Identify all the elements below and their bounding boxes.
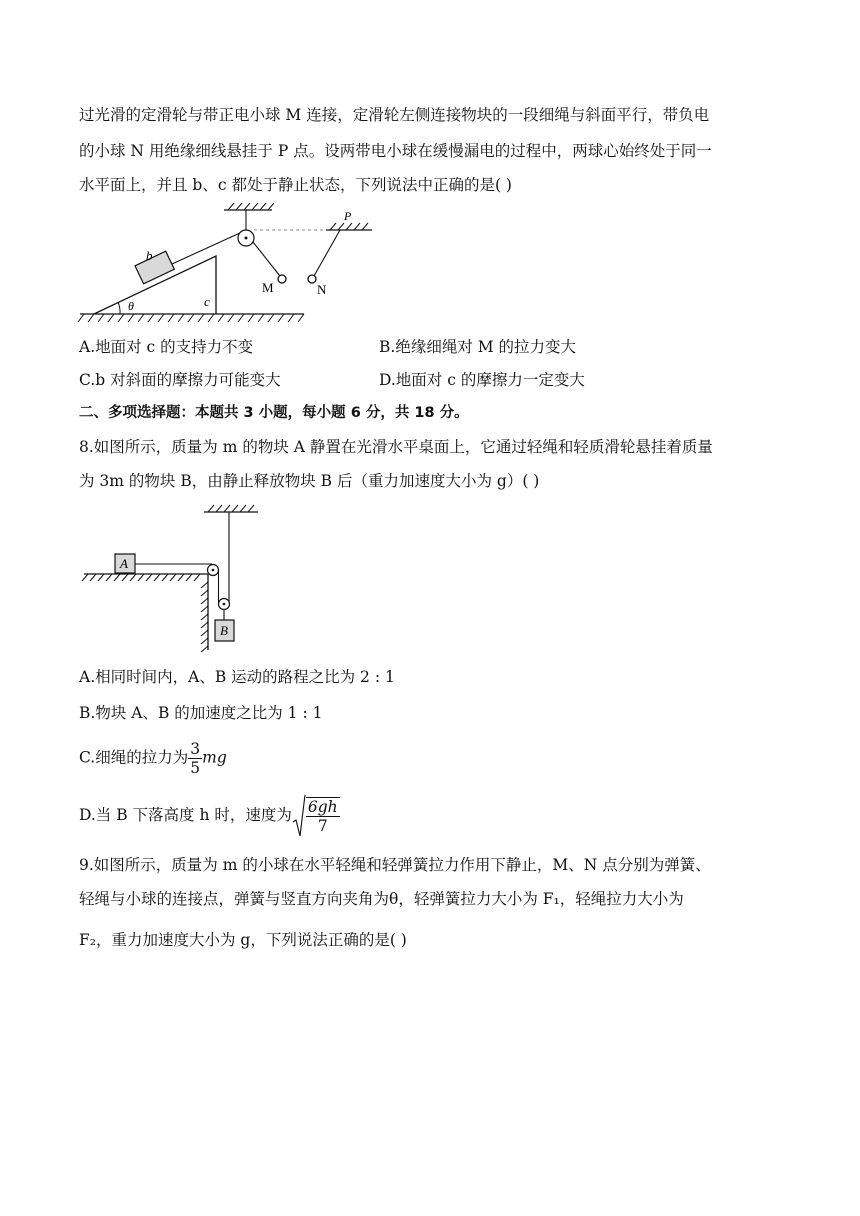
label-b: b: [146, 248, 153, 263]
label-B: B: [220, 623, 228, 638]
fraction-3-5: $\frac{3}{5}$: [190, 740, 201, 777]
q8-option-a: A.相同时间内，A、B 运动的路程之比为 2 : 1: [79, 668, 395, 686]
q8-option-c-prefix: C.细绳的拉力为: [79, 748, 189, 767]
q8-text-line-2: 为 3m 的物块 B，由静止释放物块 B 后（重力加速度大小为 g）( ): [79, 472, 540, 490]
label-c: c: [204, 294, 210, 309]
table-pulley-figure: [80, 504, 270, 654]
q7-text-line-1: 过光滑的定滑轮与带正电小球 M 连接，定滑轮左侧连接物块的一段细绳与斜面平行，带负电: [79, 106, 710, 124]
q8-option-c: [79, 740, 227, 777]
q7-option-b: B.绝缘细绳对 M 的拉力变大: [379, 338, 577, 356]
q8-option-c-suffix: mg: [202, 748, 227, 767]
q9-text-line-2: 轻绳与小球的连接点，弹簧与竖直方向夹角为θ，轻弹簧拉力大小为 F₁，轻绳拉力大小为: [79, 890, 684, 908]
q8-text-line-1: 8.如图所示，质量为 m 的物块 A 静置在光滑水平桌面上，它通过轻绳和轻质滑轮悬挂着质量: [79, 438, 713, 456]
q7-option-c: C.b 对斜面的摩擦力可能变大: [79, 371, 281, 389]
q9-text-line-1: 9.如图所示，质量为 m 的小球在水平轻绳和轻弹簧拉力作用下静止，M、N 点分别为弹簧、: [79, 856, 711, 874]
q8-option-d-prefix: D.当 B 下落高度 h 时，速度为: [79, 806, 292, 824]
ball-M: [278, 275, 286, 283]
q7-text-line-3: 水平面上，并且 b、c 都处于静止状态，下列说法中正确的是( ): [79, 176, 512, 194]
q7-option-d: D.地面对 c 的摩擦力一定变大: [379, 371, 585, 389]
sqrt-expression: $\frac{6gh}{7}$: [292, 794, 340, 838]
incline-pulley-figure: [76, 202, 376, 328]
label-theta: θ: [128, 299, 134, 313]
q7-text-line-2: 的小球 N 用绝缘细线悬挂于 P 点。设两带电小球在缓慢漏电的过程中，两球心始终处于同一: [79, 142, 712, 160]
label-P: P: [344, 209, 352, 223]
label-M: M: [262, 280, 274, 295]
ball-N: [308, 275, 316, 283]
section-heading: 二、多项选择题：本题共 3 小题，每小题 6 分，共 18 分。: [79, 405, 469, 421]
label-A: A: [120, 556, 128, 571]
q8-option-b: B.物块 A、B 的加速度之比为 1 : 1: [79, 704, 323, 722]
q7-option-a: A.地面对 c 的支持力不变: [79, 338, 254, 356]
q8-option-d: [79, 794, 340, 838]
q9-text-line-3: F₂，重力加速度大小为 g，下列说法正确的是( ): [79, 931, 407, 949]
label-N: N: [317, 282, 327, 297]
